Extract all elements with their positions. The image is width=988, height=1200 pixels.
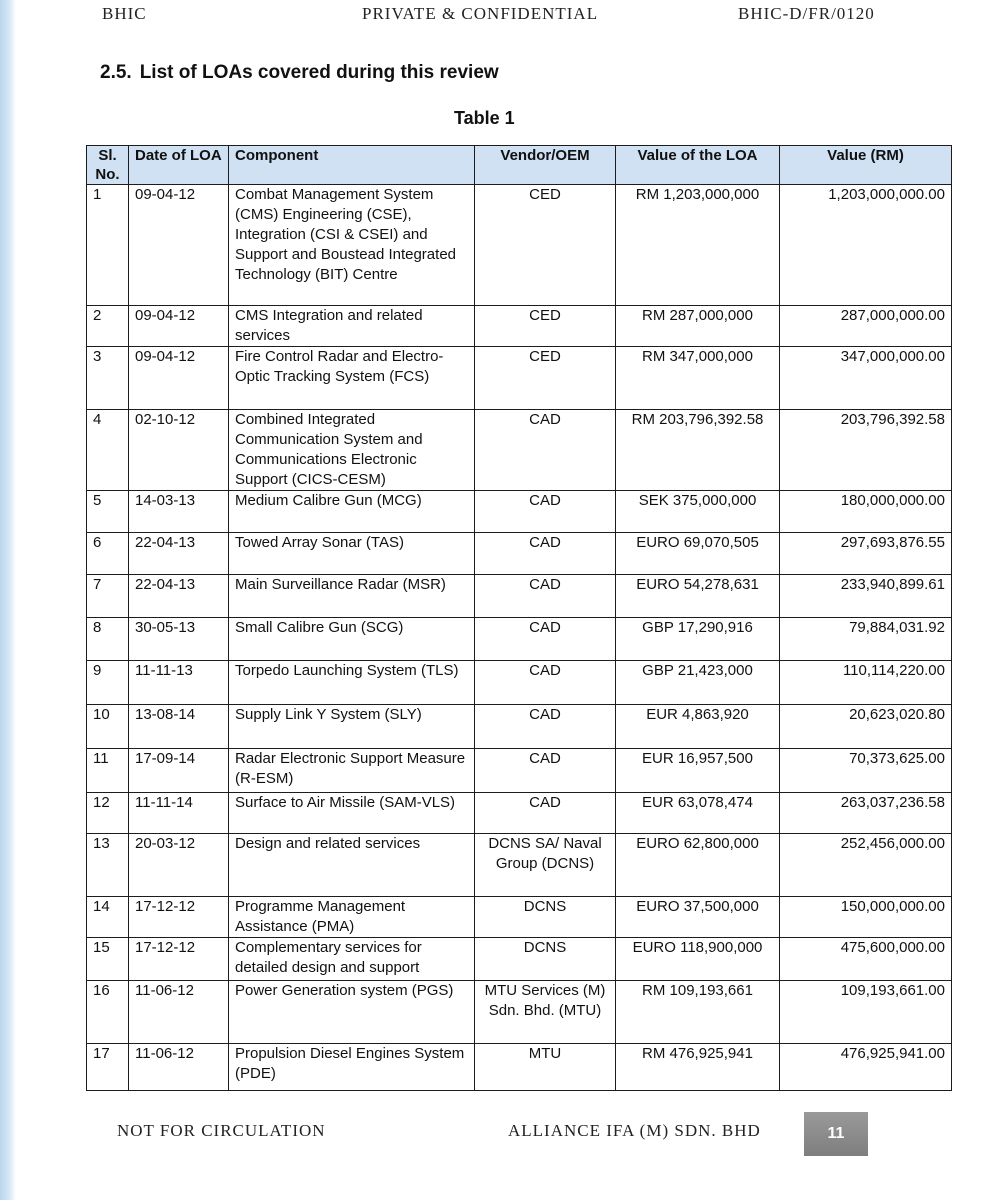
cell-component: Small Calibre Gun (SCG) xyxy=(229,618,475,661)
cell-component: Complementary services for detailed design and support xyxy=(229,938,475,981)
cell-vendor: MTU xyxy=(475,1044,616,1091)
table-row xyxy=(87,834,952,897)
table-row xyxy=(87,575,952,618)
cell-component: Propulsion Diesel Engines System (PDE) xyxy=(229,1044,475,1091)
table-row xyxy=(87,981,952,1044)
cell-sl: 3 xyxy=(87,347,129,410)
cell-component: Combat Management System (CMS) Engineering (CSE), Integration (CSI & CSEI) and Support and Boustead Integrated Technology (BIT) Centre xyxy=(229,185,475,306)
section-heading xyxy=(100,62,507,84)
col-header-vendor: Vendor/OEM xyxy=(475,146,616,185)
table-row xyxy=(87,938,952,981)
cell-component: Fire Control Radar and Electro-Optic Tracking System (FCS) xyxy=(229,347,475,410)
cell-vendor: CED xyxy=(475,306,616,347)
cell-value-loa: RM 109,193,661 xyxy=(616,981,780,1044)
cell-date: 13-08-14 xyxy=(129,705,229,749)
cell-vendor: CAD xyxy=(475,575,616,618)
cell-value-loa: EUR 16,957,500 xyxy=(616,749,780,793)
cell-value-loa: EUR 63,078,474 xyxy=(616,793,780,834)
cell-sl: 12 xyxy=(87,793,129,834)
cell-sl: 2 xyxy=(87,306,129,347)
cell-date: 22-04-13 xyxy=(129,533,229,575)
cell-vendor: CED xyxy=(475,185,616,306)
cell-value-loa: EURO 37,500,000 xyxy=(616,897,780,938)
table-row xyxy=(87,793,952,834)
table-row xyxy=(87,618,952,661)
cell-sl: 16 xyxy=(87,981,129,1044)
cell-sl: 14 xyxy=(87,897,129,938)
cell-vendor: CED xyxy=(475,347,616,410)
cell-value-rm: 233,940,899.61 xyxy=(780,575,952,618)
cell-value-rm: 252,456,000.00 xyxy=(780,834,952,897)
cell-value-loa: GBP 17,290,916 xyxy=(616,618,780,661)
cell-value-rm: 263,037,236.58 xyxy=(780,793,952,834)
cell-component: Combined Integrated Communication System and Communications Electronic Support (CICS-CESM) xyxy=(229,410,475,491)
page-number: 11 xyxy=(804,1112,868,1156)
cell-value-loa: RM 476,925,941 xyxy=(616,1044,780,1091)
cell-value-loa: EURO 62,800,000 xyxy=(616,834,780,897)
table-body xyxy=(87,185,952,1091)
table-header-row xyxy=(87,146,952,185)
cell-component: Main Surveillance Radar (MSR) xyxy=(229,575,475,618)
cell-date: 09-04-12 xyxy=(129,347,229,410)
cell-vendor: DCNS SA/ Naval Group (DCNS) xyxy=(475,834,616,897)
cell-sl: 11 xyxy=(87,749,129,793)
cell-date: 02-10-12 xyxy=(129,410,229,491)
cell-value-loa: EURO 69,070,505 xyxy=(616,533,780,575)
col-header-component: Component xyxy=(229,146,475,185)
table-row xyxy=(87,749,952,793)
cell-vendor: CAD xyxy=(475,410,616,491)
cell-vendor: CAD xyxy=(475,793,616,834)
cell-value-rm: 180,000,000.00 xyxy=(780,491,952,533)
cell-value-loa: EUR 4,863,920 xyxy=(616,705,780,749)
cell-vendor: CAD xyxy=(475,705,616,749)
cell-value-loa: RM 1,203,000,000 xyxy=(616,185,780,306)
cell-vendor: MTU Services (M) Sdn. Bhd. (MTU) xyxy=(475,981,616,1044)
table-row xyxy=(87,661,952,705)
cell-vendor: DCNS xyxy=(475,938,616,981)
cell-value-rm: 475,600,000.00 xyxy=(780,938,952,981)
cell-value-rm: 347,000,000.00 xyxy=(780,347,952,410)
cell-value-loa: EURO 118,900,000 xyxy=(616,938,780,981)
cell-value-loa: RM 347,000,000 xyxy=(616,347,780,410)
col-header-value-rm: Value (RM) xyxy=(780,146,952,185)
cell-date: 11-06-12 xyxy=(129,981,229,1044)
cell-sl: 5 xyxy=(87,491,129,533)
cell-date: 09-04-12 xyxy=(129,306,229,347)
cell-value-rm: 287,000,000.00 xyxy=(780,306,952,347)
table-row xyxy=(87,306,952,347)
cell-component: Medium Calibre Gun (MCG) xyxy=(229,491,475,533)
cell-component: Torpedo Launching System (TLS) xyxy=(229,661,475,705)
col-header-sl: Sl. No. xyxy=(87,146,129,185)
cell-vendor: CAD xyxy=(475,749,616,793)
cell-component: Surface to Air Missile (SAM-VLS) xyxy=(229,793,475,834)
cell-sl: 17 xyxy=(87,1044,129,1091)
table-row xyxy=(87,491,952,533)
cell-date: 17-12-12 xyxy=(129,938,229,981)
table-row xyxy=(87,410,952,491)
cell-vendor: CAD xyxy=(475,533,616,575)
footer-left: NOT FOR CIRCULATION xyxy=(117,1121,326,1140)
cell-sl: 13 xyxy=(87,834,129,897)
cell-date: 17-12-12 xyxy=(129,897,229,938)
section-title-text: List of LOAs covered during this review xyxy=(139,62,499,83)
cell-date: 09-04-12 xyxy=(129,185,229,306)
cell-date: 11-11-14 xyxy=(129,793,229,834)
cell-component: Design and related services xyxy=(229,834,475,897)
cell-value-rm: 1,203,000,000.00 xyxy=(780,185,952,306)
footer-right: ALLIANCE IFA (M) SDN. BHD xyxy=(508,1121,761,1140)
header-left: BHIC xyxy=(102,4,147,23)
cell-value-rm: 79,884,031.92 xyxy=(780,618,952,661)
header-right: BHIC-D/FR/0120 xyxy=(738,4,875,23)
cell-vendor: CAD xyxy=(475,491,616,533)
cell-value-loa: SEK 375,000,000 xyxy=(616,491,780,533)
cell-sl: 4 xyxy=(87,410,129,491)
table-row xyxy=(87,347,952,410)
cell-sl: 10 xyxy=(87,705,129,749)
cell-date: 20-03-12 xyxy=(129,834,229,897)
cell-value-rm: 70,373,625.00 xyxy=(780,749,952,793)
cell-sl: 15 xyxy=(87,938,129,981)
cell-date: 11-06-12 xyxy=(129,1044,229,1091)
table-row xyxy=(87,897,952,938)
cell-value-loa: EURO 54,278,631 xyxy=(616,575,780,618)
cell-sl: 8 xyxy=(87,618,129,661)
table-row xyxy=(87,705,952,749)
cell-sl: 9 xyxy=(87,661,129,705)
cell-value-rm: 109,193,661.00 xyxy=(780,981,952,1044)
table-row xyxy=(87,185,952,306)
cell-date: 14-03-13 xyxy=(129,491,229,533)
cell-value-rm: 150,000,000.00 xyxy=(780,897,952,938)
cell-value-loa: RM 203,796,392.58 xyxy=(616,410,780,491)
cell-component: Towed Array Sonar (TAS) xyxy=(229,533,475,575)
cell-value-rm: 110,114,220.00 xyxy=(780,661,952,705)
cell-sl: 7 xyxy=(87,575,129,618)
table-row xyxy=(87,533,952,575)
cell-component: Supply Link Y System (SLY) xyxy=(229,705,475,749)
loa-table xyxy=(86,145,952,1091)
cell-date: 11-11-13 xyxy=(129,661,229,705)
section-number: 2.5. xyxy=(100,62,132,83)
cell-value-rm: 203,796,392.58 xyxy=(780,410,952,491)
cell-value-rm: 297,693,876.55 xyxy=(780,533,952,575)
cell-vendor: CAD xyxy=(475,618,616,661)
cell-component: CMS Integration and related services xyxy=(229,306,475,347)
cell-component: Radar Electronic Support Measure (R-ESM) xyxy=(229,749,475,793)
cell-sl: 6 xyxy=(87,533,129,575)
table-row xyxy=(87,1044,952,1091)
cell-component: Programme Management Assistance (PMA) xyxy=(229,897,475,938)
cell-component: Power Generation system (PGS) xyxy=(229,981,475,1044)
cell-date: 22-04-13 xyxy=(129,575,229,618)
table-caption: Table 1 xyxy=(454,108,515,128)
header-center: PRIVATE & CONFIDENTIAL xyxy=(362,4,599,23)
cell-value-rm: 20,623,020.80 xyxy=(780,705,952,749)
cell-date: 30-05-13 xyxy=(129,618,229,661)
cell-vendor: CAD xyxy=(475,661,616,705)
cell-value-loa: GBP 21,423,000 xyxy=(616,661,780,705)
col-header-date: Date of LOA xyxy=(129,146,229,185)
cell-sl: 1 xyxy=(87,185,129,306)
cell-vendor: DCNS xyxy=(475,897,616,938)
col-header-value-loa: Value of the LOA xyxy=(616,146,780,185)
cell-date: 17-09-14 xyxy=(129,749,229,793)
cell-value-loa: RM 287,000,000 xyxy=(616,306,780,347)
cell-value-rm: 476,925,941.00 xyxy=(780,1044,952,1091)
